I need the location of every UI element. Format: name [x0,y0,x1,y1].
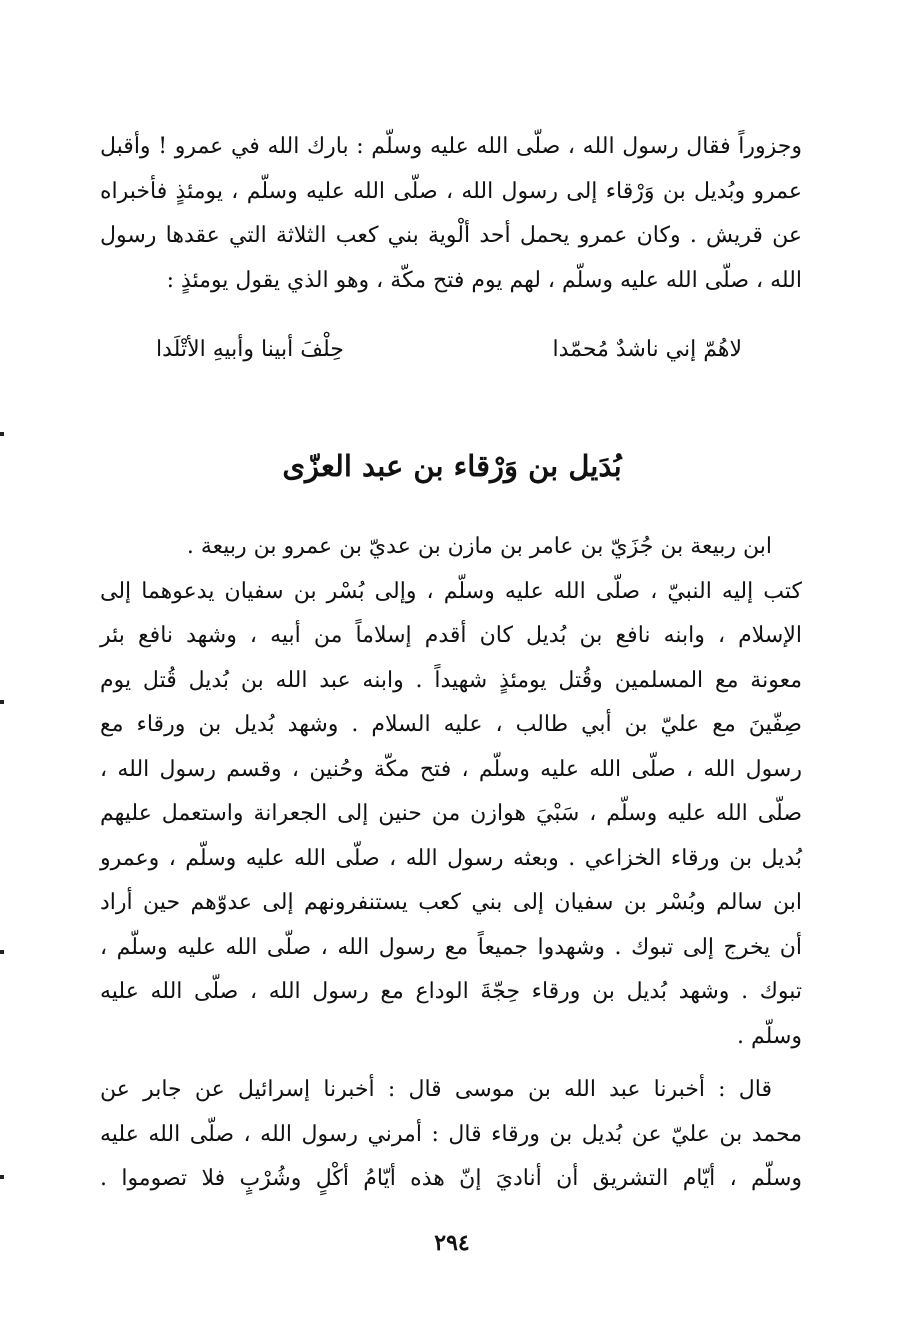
text-line: عن قريش . وكان عمرو يحمل أحد ألْوية بني كعب الثلاثة التي عقدها رسول [100,223,802,248]
scan-edge-mark [0,1175,4,1179]
text-line: وجزوراً فقال رسول الله ، صلّى الله عليه وسلّم : بارك الله في عمرو ! وأقبل [100,134,802,159]
text-line: الله ، صلّى الله عليه وسلّم ، لهم يوم فتح مكّة ، وهو الذي يقول يومئذٍ : [166,267,802,293]
text-line: وسلّم . [737,1023,802,1049]
hadith-paragraph [100,1068,802,1202]
verse-second-hemistich: حِلْفَ أبينا وأبيهِ الأتْلَدا [156,337,344,362]
section-heading: بُدَيل بن وَرْقاء بن عبد العزّى [282,449,622,483]
text-line: وسلّم ، أيّام التشريق أن أناديَ إنّ هذه أيّامُ أكْلٍ وشُرْبٍ فلا تصوموا . [100,1166,802,1191]
page-number: ٢٩٤ [434,1230,470,1256]
scan-edge-mark [0,700,4,704]
poem-verse [150,328,750,372]
biography-paragraph [100,525,802,1059]
text-line: صلّى الله عليه وسلّم ، سَبْيَ هوازن من حنين إلى الجعرانة واستعمل عليهم [100,801,802,826]
text-line: ابن ربيعة بن جُزَيّ بن عامر بن مازن بن عديّ بن عمرو بن ربيعة . [186,534,772,559]
text-line: أن يخرج إلى تبوك . وشهدوا جميعاً مع رسول الله ، صلّى الله عليه وسلّم ، [100,934,802,960]
text-line: كتب إليه النبيّ ، صلّى الله عليه وسلّم ، وإلى بُسْر بن سفيان يدعوهما إلى [100,578,802,604]
text-line: الإسلام ، وابنه نافع بن بُديل كان أقدم إسلاماً من أبيه ، وشهد نافع بئر [100,623,802,648]
text-line: معونة مع المسلمين وقُتل يومئذٍ شهيداً . وابنه عبد الله بن بُديل قُتل يوم [100,667,802,693]
top-paragraph [100,125,802,303]
verse-first-hemistich: لاهُمّ إني ناشدٌ مُحمّدا [552,337,742,362]
text-line: عمرو وبُديل بن وَرْقاء إلى رسول الله ، صلّى الله عليه وسلّم ، يومئذٍ فأخبراه [100,178,802,204]
text-line: صِفّينَ مع عليّ بن أبي طالب ، عليه السلام . وشهد بُديل بن ورقاء مع [100,712,802,737]
text-line: بُديل بن ورقاء الخزاعي . وبعثه رسول الله ، صلّى الله عليه وسلّم ، وعمرو [100,845,802,871]
text-line: محمد بن عليّ عن بُديل بن ورقاء قال : أمرني رسول الله ، صلّى الله عليه [100,1121,802,1147]
text-line: ابن سالم وبُسْر بن سفيان إلى بني كعب يستنفرونهم إلى عدوّهم حين أراد [100,890,802,915]
text-line: تبوك . وشهد بُديل بن ورقاء حِجّةَ الوداع مع رسول الله ، صلّى الله عليه [100,979,802,1004]
scan-edge-mark [0,950,4,954]
text-line: رسول الله ، صلّى الله عليه وسلّم ، فتح مكّة وحُنين ، وقسم رسول الله ، [100,756,802,782]
scan-edge-mark [0,432,4,436]
text-line: قال : أخبرنا عبد الله بن موسى قال : أخبرنا إسرائيل عن جابر عن [100,1077,772,1102]
